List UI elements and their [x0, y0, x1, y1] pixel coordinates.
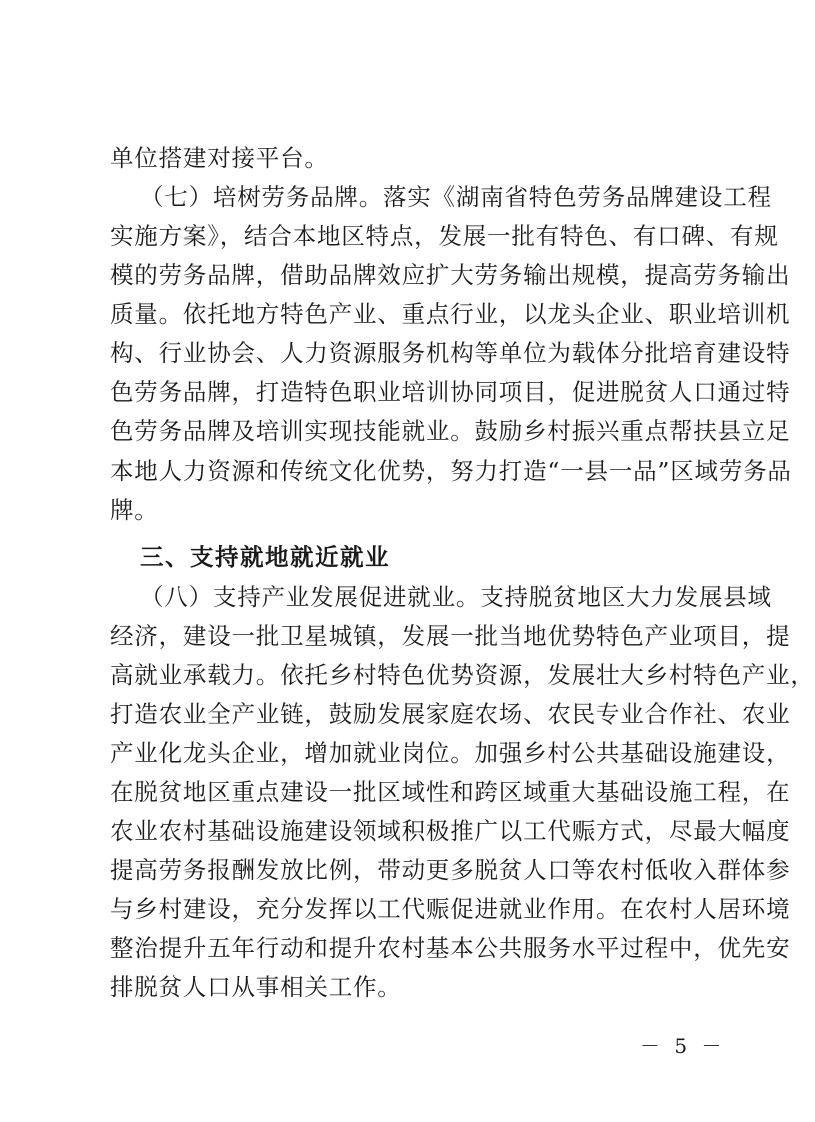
paragraph-line: 本地人力资源和传统文化优势，努力打造“一县一品”区域劳务品 [110, 457, 792, 485]
page-number: － 5 － [640, 1034, 726, 1058]
paragraph-line: 打造农业全产业链，鼓励发展家庭农场、农民专业合作社、农业 [110, 700, 791, 728]
paragraph-line: 模的劳务品牌，借助品牌效应扩大劳务输出规模，提高劳务输出 [110, 261, 791, 289]
paragraph-line: 质量。依托地方特色产业、重点行业，以龙头企业、职业培训机 [110, 300, 791, 328]
paragraph-line: 经济，建设一批卫星城镇，发展一批当地优势特色产业项目，提 [110, 622, 791, 650]
paragraph-line: （八）支持产业发展促进就业。支持脱贫地区大力发展县域 [140, 583, 772, 611]
paragraph-line: 与乡村建设，充分发挥以工代赈促进就业作用。在农村人居环境 [110, 895, 791, 923]
paragraph-line: 产业化龙头企业，增加就业岗位。加强乡村公共基础设施建设， [110, 739, 791, 767]
paragraph-line: 色劳务品牌，打造特色职业培训协同项目，促进脱贫人口通过特 [110, 378, 791, 406]
paragraph-line: 高就业承载力。依托乡村特色优势资源，发展壮大乡村特色产业， [110, 661, 815, 689]
paragraph-line: 在脱贫地区重点建设一批区域性和跨区域重大基础设施工程，在 [110, 778, 791, 806]
paragraph-line: 单位搭建对接平台。 [110, 144, 329, 172]
paragraph-line: 牌。 [110, 496, 159, 524]
paragraph-line: 整治提升五年行动和提升农村基本公共服务水平过程中，优先安 [110, 934, 791, 962]
paragraph-line: 排脱贫人口从事相关工作。 [110, 973, 402, 1001]
paragraph-line: （七）培树劳务品牌。落实《湖南省特色劳务品牌建设工程 [140, 183, 772, 211]
paragraph-line: 构、行业协会、人力资源服务机构等单位为载体分批培育建设特 [110, 339, 791, 367]
paragraph-line: 提高劳务报酬发放比例，带动更多脱贫人口等农村低收入群体参 [110, 856, 791, 884]
paragraph-line: 农业农村基础设施建设领域积极推广以工代赈方式，尽最大幅度 [110, 817, 791, 845]
paragraph-line: 色劳务品牌及培训实现技能就业。鼓励乡村振兴重点帮扶县立足 [110, 417, 791, 445]
paragraph-line: 实施方案》，结合本地区特点，发展一批有特色、有口碑、有规 [110, 222, 779, 250]
section-heading: 三、支持就地就近就业 [140, 543, 390, 571]
